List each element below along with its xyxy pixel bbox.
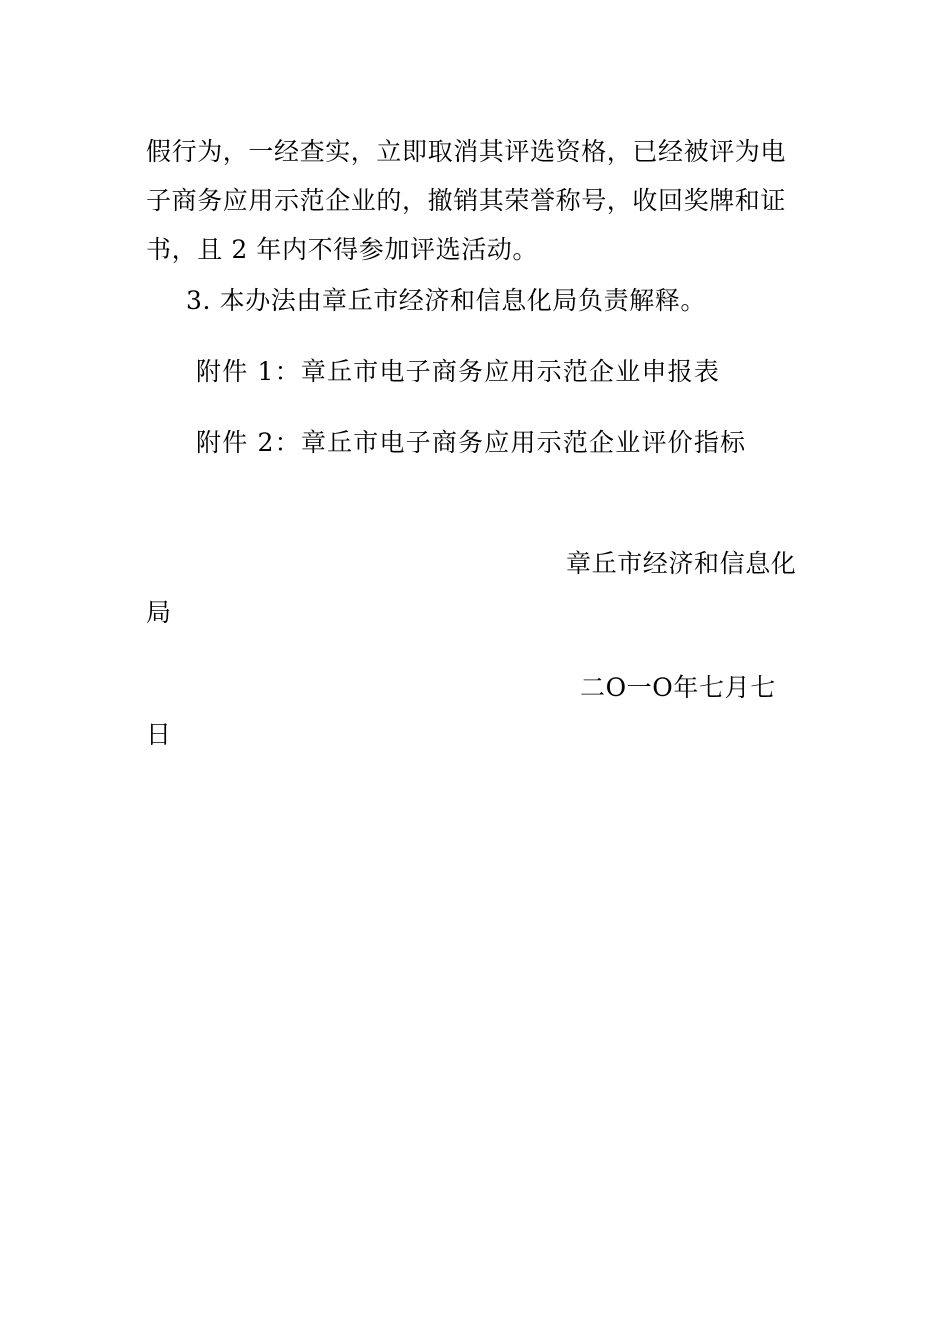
paragraph-line-1: 假行为，一经查实，立即取消其评选资格，已经被评为电 (146, 137, 787, 166)
issuer-line-2: 局 (146, 598, 172, 627)
date-line-2: 日 (146, 720, 172, 749)
issuer-line-1: 章丘市经济和信息化 (566, 549, 797, 578)
attachment-1: 附件 1：章丘市电子商务应用示范企业申报表 (196, 357, 721, 386)
paragraph-line-2: 子商务应用示范企业的，撤销其荣誉称号，收回奖牌和证 (146, 186, 787, 215)
attachment-2: 附件 2：章丘市电子商务应用示范企业评价指标 (196, 428, 747, 457)
paragraph-line-3: 书，且 2 年内不得参加评选活动。 (146, 235, 539, 264)
clause-3: 3. 本办法由章丘市经济和信息化局负责解释。 (186, 286, 707, 315)
date-line-1: 二O一O年七月七 (580, 673, 776, 702)
